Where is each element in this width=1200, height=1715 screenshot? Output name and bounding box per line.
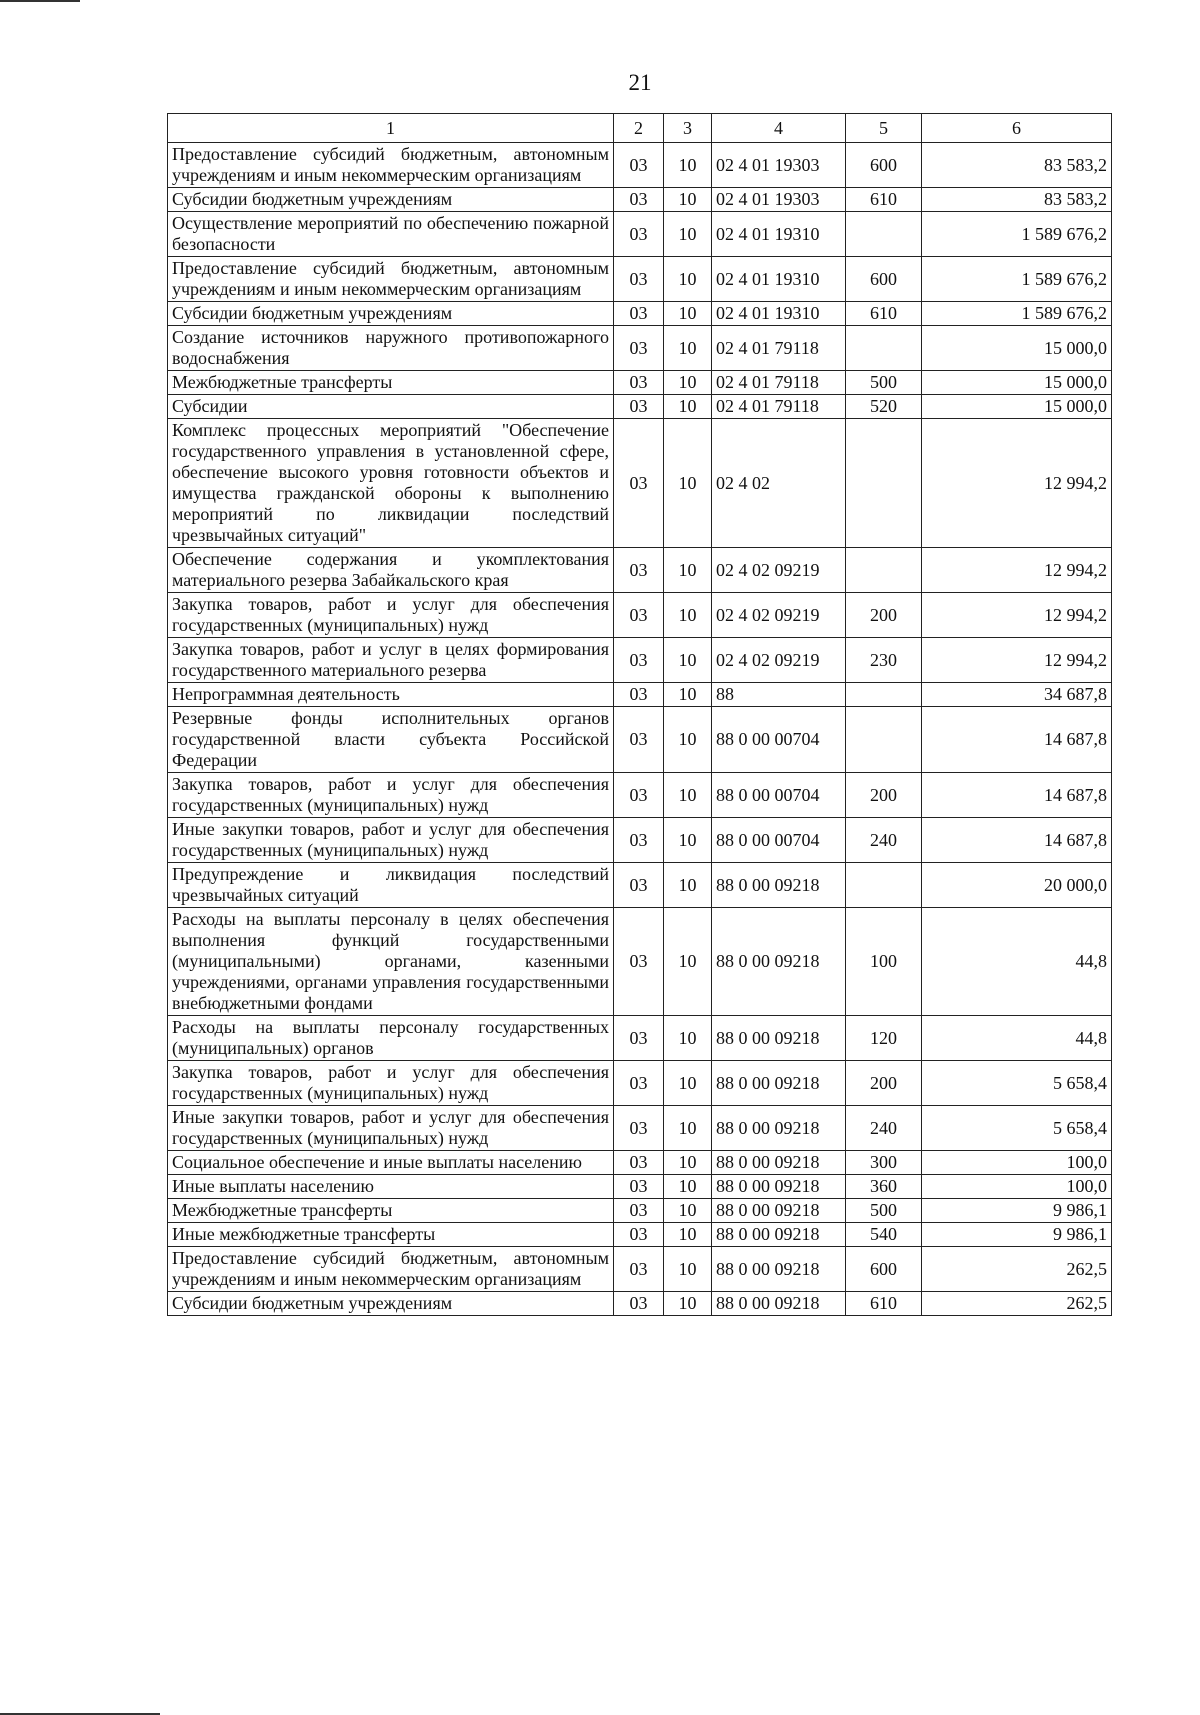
target-article-code: 02 4 01 79118: [712, 371, 846, 395]
expense-type-code: 200: [846, 1061, 922, 1106]
section-code: 03: [614, 1175, 664, 1199]
expense-type-code: 610: [846, 188, 922, 212]
amount: 12 994,2: [922, 419, 1112, 548]
expense-name: Осуществление мероприятий по обеспечению пожарной безопасности: [168, 212, 614, 257]
target-article-code: 02 4 01 79118: [712, 395, 846, 419]
amount: 9 986,1: [922, 1223, 1112, 1247]
target-article-code: 88: [712, 683, 846, 707]
expense-type-code: 610: [846, 302, 922, 326]
expense-name: Субсидии бюджетным учреждениям: [168, 188, 614, 212]
target-article-code: 02 4 01 19310: [712, 212, 846, 257]
amount: 5 658,4: [922, 1106, 1112, 1151]
section-code: 03: [614, 419, 664, 548]
target-article-code: 02 4 01 79118: [712, 326, 846, 371]
expense-name: Предоставление субсидий бюджетным, автономным учреждениям и иным некоммерческим организациям: [168, 143, 614, 188]
expense-type-code: 300: [846, 1151, 922, 1175]
table-row: [168, 326, 1112, 371]
expense-name: Предоставление субсидий бюджетным, автономным учреждениям и иным некоммерческим организациям: [168, 1247, 614, 1292]
table-row: [168, 707, 1112, 773]
section-code: 03: [614, 908, 664, 1016]
target-article-code: 88 0 00 09218: [712, 1292, 846, 1316]
column-header: 3: [664, 114, 712, 143]
amount: 100,0: [922, 1151, 1112, 1175]
section-code: 03: [614, 395, 664, 419]
amount: 100,0: [922, 1175, 1112, 1199]
table-row: [168, 1247, 1112, 1292]
expense-name: Расходы на выплаты персоналу государственных (муниципальных) органов: [168, 1016, 614, 1061]
section-code: 03: [614, 683, 664, 707]
target-article-code: 02 4 01 19310: [712, 257, 846, 302]
scan-edge-line-top: [0, 0, 80, 2]
amount: 44,8: [922, 1016, 1112, 1061]
subsection-code: 10: [664, 1223, 712, 1247]
target-article-code: 02 4 01 19310: [712, 302, 846, 326]
table-row: [168, 1292, 1112, 1316]
target-article-code: 02 4 01 19303: [712, 143, 846, 188]
table-row: [168, 1061, 1112, 1106]
expense-name: Резервные фонды исполнительных органов государственной власти субъекта Российской Федерации: [168, 707, 614, 773]
expense-type-code: 240: [846, 818, 922, 863]
expense-name: Расходы на выплаты персоналу в целях обеспечения выполнения функций государственными (муниципальными) органами, казенными учреждениями, органами управления государственными внебюджетными фондами: [168, 908, 614, 1016]
expense-type-code: [846, 683, 922, 707]
subsection-code: 10: [664, 908, 712, 1016]
section-code: 03: [614, 863, 664, 908]
amount: 1 589 676,2: [922, 212, 1112, 257]
section-code: 03: [614, 707, 664, 773]
expense-type-code: 360: [846, 1175, 922, 1199]
expense-name: Субсидии: [168, 395, 614, 419]
table-row: [168, 257, 1112, 302]
amount: 12 994,2: [922, 548, 1112, 593]
expense-name: Иные выплаты населению: [168, 1175, 614, 1199]
subsection-code: 10: [664, 773, 712, 818]
target-article-code: 88 0 00 00704: [712, 707, 846, 773]
table-row: [168, 212, 1112, 257]
amount: 262,5: [922, 1292, 1112, 1316]
section-code: 03: [614, 1151, 664, 1175]
target-article-code: 02 4 02 09219: [712, 638, 846, 683]
expense-name: Закупка товаров, работ и услуг в целях формирования государственного материального резерва: [168, 638, 614, 683]
target-article-code: 88 0 00 09218: [712, 863, 846, 908]
target-article-code: 88 0 00 09218: [712, 1106, 846, 1151]
expense-name: Закупка товаров, работ и услуг для обеспечения государственных (муниципальных) нужд: [168, 593, 614, 638]
target-article-code: 88 0 00 09218: [712, 1061, 846, 1106]
section-code: 03: [614, 1223, 664, 1247]
expense-name: Иные закупки товаров, работ и услуг для обеспечения государственных (муниципальных) нужд: [168, 818, 614, 863]
subsection-code: 10: [664, 1016, 712, 1061]
target-article-code: 02 4 02 09219: [712, 548, 846, 593]
table-row: [168, 638, 1112, 683]
expense-name: Субсидии бюджетным учреждениям: [168, 302, 614, 326]
column-header: 1: [168, 114, 614, 143]
column-header: 5: [846, 114, 922, 143]
table-row: [168, 302, 1112, 326]
amount: 83 583,2: [922, 188, 1112, 212]
amount: 1 589 676,2: [922, 302, 1112, 326]
column-header: 2: [614, 114, 664, 143]
target-article-code: 88 0 00 00704: [712, 773, 846, 818]
expense-name: Субсидии бюджетным учреждениям: [168, 1292, 614, 1316]
expense-type-code: 500: [846, 371, 922, 395]
section-code: 03: [614, 212, 664, 257]
section-code: 03: [614, 302, 664, 326]
table-row: [168, 1016, 1112, 1061]
table-row: [168, 143, 1112, 188]
table-row: [168, 773, 1112, 818]
expense-name: Иные закупки товаров, работ и услуг для обеспечения государственных (муниципальных) нужд: [168, 1106, 614, 1151]
section-code: 03: [614, 257, 664, 302]
subsection-code: 10: [664, 188, 712, 212]
table-row: [168, 188, 1112, 212]
target-article-code: 02 4 01 19303: [712, 188, 846, 212]
amount: 15 000,0: [922, 326, 1112, 371]
amount: 14 687,8: [922, 707, 1112, 773]
amount: 12 994,2: [922, 593, 1112, 638]
target-article-code: 02 4 02: [712, 419, 846, 548]
section-code: 03: [614, 143, 664, 188]
table-row: [168, 1151, 1112, 1175]
subsection-code: 10: [664, 371, 712, 395]
section-code: 03: [614, 1292, 664, 1316]
expense-type-code: 520: [846, 395, 922, 419]
amount: 12 994,2: [922, 638, 1112, 683]
subsection-code: 10: [664, 707, 712, 773]
table-row: [168, 863, 1112, 908]
table-header-row: [168, 114, 1112, 143]
expense-type-code: 100: [846, 908, 922, 1016]
table-row: [168, 419, 1112, 548]
expense-type-code: 600: [846, 1247, 922, 1292]
subsection-code: 10: [664, 395, 712, 419]
target-article-code: 88 0 00 09218: [712, 1151, 846, 1175]
expense-type-code: 500: [846, 1199, 922, 1223]
expense-name: Предоставление субсидий бюджетным, автономным учреждениям и иным некоммерческим организациям: [168, 257, 614, 302]
amount: 9 986,1: [922, 1199, 1112, 1223]
table-row: [168, 1106, 1112, 1151]
expense-name: Межбюджетные трансферты: [168, 371, 614, 395]
subsection-code: 10: [664, 1247, 712, 1292]
subsection-code: 10: [664, 1175, 712, 1199]
amount: 5 658,4: [922, 1061, 1112, 1106]
table-row: [168, 818, 1112, 863]
target-article-code: 88 0 00 09218: [712, 1016, 846, 1061]
expense-type-code: 610: [846, 1292, 922, 1316]
expense-type-code: [846, 212, 922, 257]
subsection-code: 10: [664, 1061, 712, 1106]
subsection-code: 10: [664, 818, 712, 863]
column-header: 6: [922, 114, 1112, 143]
subsection-code: 10: [664, 638, 712, 683]
expense-type-code: 240: [846, 1106, 922, 1151]
expense-name: Непрограммная деятельность: [168, 683, 614, 707]
expense-type-code: 200: [846, 773, 922, 818]
expense-name: Обеспечение содержания и укомплектования материального резерва Забайкальского края: [168, 548, 614, 593]
table-row: [168, 683, 1112, 707]
amount: 15 000,0: [922, 371, 1112, 395]
section-code: 03: [614, 593, 664, 638]
section-code: 03: [614, 548, 664, 593]
target-article-code: 88 0 00 09218: [712, 1175, 846, 1199]
table-row: [168, 548, 1112, 593]
amount: 15 000,0: [922, 395, 1112, 419]
amount: 262,5: [922, 1247, 1112, 1292]
target-article-code: 88 0 00 09218: [712, 1247, 846, 1292]
expense-type-code: [846, 419, 922, 548]
target-article-code: 88 0 00 09218: [712, 1223, 846, 1247]
section-code: 03: [614, 1016, 664, 1061]
table-row: [168, 593, 1112, 638]
target-article-code: 88 0 00 00704: [712, 818, 846, 863]
subsection-code: 10: [664, 593, 712, 638]
target-article-code: 02 4 02 09219: [712, 593, 846, 638]
expense-type-code: [846, 326, 922, 371]
section-code: 03: [614, 1106, 664, 1151]
budget-table: [167, 113, 1112, 1316]
expense-name: Межбюджетные трансферты: [168, 1199, 614, 1223]
expense-name: Иные межбюджетные трансферты: [168, 1223, 614, 1247]
table-row: [168, 371, 1112, 395]
expense-type-code: 540: [846, 1223, 922, 1247]
subsection-code: 10: [664, 212, 712, 257]
section-code: 03: [614, 326, 664, 371]
table-row: [168, 395, 1112, 419]
amount: 14 687,8: [922, 818, 1112, 863]
subsection-code: 10: [664, 1199, 712, 1223]
expense-type-code: 600: [846, 257, 922, 302]
table-row: [168, 1175, 1112, 1199]
subsection-code: 10: [664, 683, 712, 707]
section-code: 03: [614, 1061, 664, 1106]
table-row: [168, 1199, 1112, 1223]
subsection-code: 10: [664, 863, 712, 908]
section-code: 03: [614, 818, 664, 863]
target-article-code: 88 0 00 09218: [712, 1199, 846, 1223]
expense-name: Закупка товаров, работ и услуг для обеспечения государственных (муниципальных) нужд: [168, 773, 614, 818]
section-code: 03: [614, 1199, 664, 1223]
expense-name: Комплекс процессных мероприятий "Обеспечение государственного управления в установленной сфере, обеспечение высокого уровня готовности объектов и имущества гражданской обороны к выполнению мероприятий по ликвидации последствий чрезвычайных ситуаций": [168, 419, 614, 548]
expense-type-code: [846, 548, 922, 593]
expense-type-code: 200: [846, 593, 922, 638]
subsection-code: 10: [664, 1106, 712, 1151]
subsection-code: 10: [664, 143, 712, 188]
expense-type-code: [846, 707, 922, 773]
expense-type-code: 120: [846, 1016, 922, 1061]
amount: 34 687,8: [922, 683, 1112, 707]
table-row: [168, 1223, 1112, 1247]
section-code: 03: [614, 1247, 664, 1292]
subsection-code: 10: [664, 1151, 712, 1175]
expense-name: Предупреждение и ликвидация последствий чрезвычайных ситуаций: [168, 863, 614, 908]
amount: 14 687,8: [922, 773, 1112, 818]
section-code: 03: [614, 188, 664, 212]
expense-type-code: 230: [846, 638, 922, 683]
section-code: 03: [614, 638, 664, 683]
page-number: 21: [628, 70, 652, 95]
subsection-code: 10: [664, 302, 712, 326]
subsection-code: 10: [664, 326, 712, 371]
amount: 83 583,2: [922, 143, 1112, 188]
expense-name: Создание источников наружного противопожарного водоснабжения: [168, 326, 614, 371]
expense-name: Закупка товаров, работ и услуг для обеспечения государственных (муниципальных) нужд: [168, 1061, 614, 1106]
subsection-code: 10: [664, 1292, 712, 1316]
section-code: 03: [614, 773, 664, 818]
subsection-code: 10: [664, 548, 712, 593]
amount: 1 589 676,2: [922, 257, 1112, 302]
amount: 20 000,0: [922, 863, 1112, 908]
table-row: [168, 908, 1112, 1016]
subsection-code: 10: [664, 419, 712, 548]
amount: 44,8: [922, 908, 1112, 1016]
section-code: 03: [614, 371, 664, 395]
target-article-code: 88 0 00 09218: [712, 908, 846, 1016]
expense-name: Социальное обеспечение и иные выплаты населению: [168, 1151, 614, 1175]
expense-type-code: 600: [846, 143, 922, 188]
expense-type-code: [846, 863, 922, 908]
column-header: 4: [712, 114, 846, 143]
subsection-code: 10: [664, 257, 712, 302]
